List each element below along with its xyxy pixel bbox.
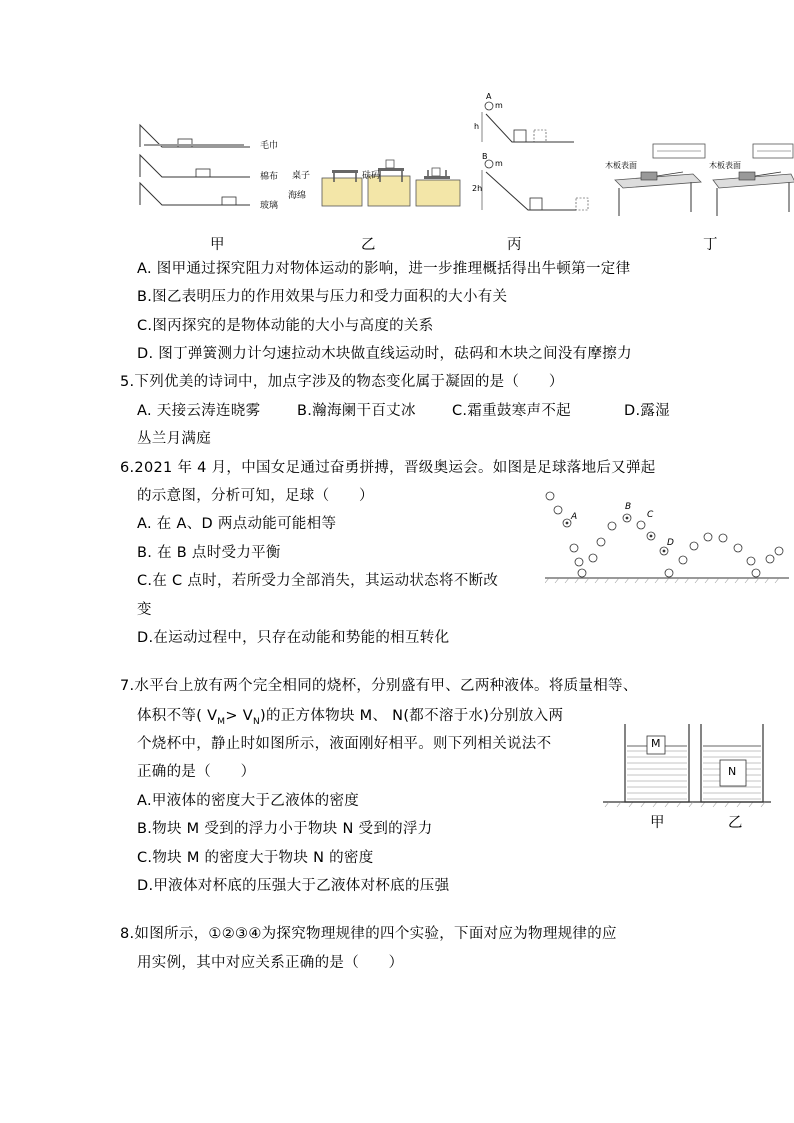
- point-a-label: A: [571, 512, 578, 522]
- q7-option-a: A.甲液体的密度大于乙液体的密度: [137, 793, 360, 809]
- q4-option-d: D. 图丁弹簧测力计匀速拉动木块做直线运动时，砝码和木块之间没有摩擦力: [137, 346, 632, 362]
- q7-option-d: D.甲液体对杯底的压强大于乙液体对杯底的压强: [137, 878, 450, 894]
- point-c-label: C: [647, 510, 654, 520]
- figure-beakers: [603, 724, 773, 808]
- beaker-label-yi: 乙: [728, 815, 743, 831]
- q6-option-c-cont: 变: [137, 602, 152, 618]
- q5-option-d: D.露湿: [624, 403, 670, 419]
- q4-option-b: B.图乙表明压力的作用效果与压力和受力面积的大小有关: [137, 289, 508, 305]
- figure-bing: [472, 92, 602, 217]
- q4-option-c: C.图丙探究的是物体动能的大小与高度的关系: [137, 318, 434, 334]
- ball-b-label: B: [482, 152, 488, 161]
- q7-stem-2: [137, 706, 563, 732]
- q8-stem-1: 8.如图所示，①②③④为探究物理规律的四个实验，下面对应为物理规律的应: [120, 926, 617, 942]
- block-n-label: N: [728, 765, 737, 778]
- surface-label-glass: 玻璃: [260, 201, 279, 211]
- q7-stem-2a: 体积不等( V: [137, 708, 218, 724]
- q7-stem-2c: )的正方体物块 M、 N(都不溶于水)分别放入两: [260, 708, 564, 724]
- q5-option-c: C.霜重鼓寒声不起: [452, 403, 571, 419]
- q6-option-c: C.在 C 点时，若所受力全部消失，其运动状态将不断改: [137, 573, 499, 589]
- figure-jia: [138, 95, 298, 213]
- height-h-label: h: [474, 122, 480, 131]
- label-table: 桌子: [292, 171, 311, 181]
- figure-yi: [288, 148, 468, 210]
- q4-option-a: A. 图甲通过探究阻力对物体运动的影响，进一步推理概括得出牛顿第一定律: [137, 261, 631, 277]
- ball-a-mass: m: [495, 101, 503, 110]
- label-weight: 砝码: [362, 171, 381, 181]
- q7-option-c: C.物块 M 的密度大于物块 N 的密度: [137, 850, 374, 866]
- surface-label-cotton: 棉布: [260, 172, 279, 182]
- q6-option-b: B. 在 B 点时受力平衡: [137, 545, 281, 561]
- q5-option-a: A. 天接云涛连晓雾: [137, 403, 261, 419]
- q8-stem-2: 用实例，其中对应关系正确的是（ ）: [137, 955, 404, 971]
- q6-stem-1: 6.2021 年 4 月，中国女足通过奋勇拼搏，晋级奥运会。如图是足球落地后又弹起: [120, 460, 656, 476]
- q7-stem-1: 7.水平台上放有两个完全相同的烧杯，分别盛有甲、乙两种液体。将质量相等、: [120, 678, 638, 694]
- height-2h-label: 2h: [472, 184, 483, 193]
- caption-ding: 丁: [703, 237, 718, 253]
- caption-yi: 乙: [361, 237, 376, 253]
- q7-stem-3: 个烧杯中，静止时如图所示，液面刚好相平。则下列相关说法不: [137, 736, 552, 752]
- q5-stem: 5.下列优美的诗词中，加点字涉及的物态变化属于凝固的是（ ）: [120, 374, 564, 390]
- ball-a-label: A: [486, 92, 492, 101]
- figure-ding: [605, 142, 794, 220]
- point-b-label: B: [625, 502, 632, 512]
- q5-option-d-cont: 丛兰月满庭: [137, 431, 211, 447]
- q7-sub-n: N: [252, 716, 260, 727]
- q6-option-a: A. 在 A、D 两点动能可能相等: [137, 516, 337, 532]
- beaker-label-jia: 甲: [650, 815, 665, 831]
- board-label-left: 木板表面: [605, 161, 637, 170]
- q6-stem-2: 的示意图，分析可知，足球（ ）: [137, 488, 374, 504]
- label-sponge: 海绵: [288, 191, 307, 201]
- block-m-label: M: [651, 737, 661, 750]
- q5-option-b: B.瀚海阑干百丈冰: [297, 403, 416, 419]
- q7-stem-2b: > V: [225, 708, 253, 724]
- q7-sub-m: M: [217, 716, 226, 727]
- q6-option-d: D.在运动过程中，只存在动能和势能的相互转化: [137, 630, 450, 646]
- ball-b-mass: m: [495, 159, 503, 168]
- q7-option-b: B.物块 M 受到的浮力小于物块 N 受到的浮力: [137, 821, 433, 837]
- caption-jia: 甲: [210, 237, 225, 253]
- point-d-label: D: [667, 538, 674, 548]
- board-label-right: 木板表面: [709, 161, 741, 170]
- caption-bing: 丙: [507, 237, 522, 253]
- surface-label-towel: 毛巾: [260, 141, 279, 151]
- figure-bouncing-ball: [545, 488, 790, 584]
- q7-stem-4: 正确的是（ ）: [137, 764, 256, 780]
